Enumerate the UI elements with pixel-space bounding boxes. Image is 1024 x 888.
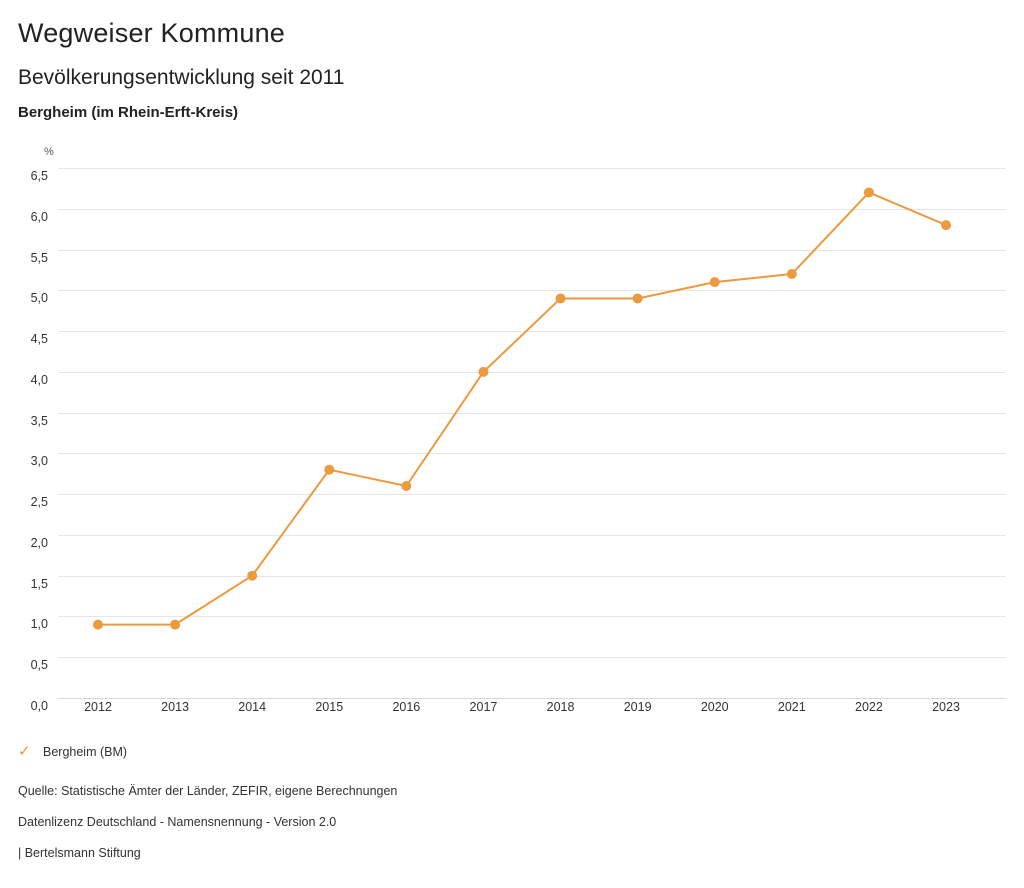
y-tick-label: 0,5 bbox=[30, 658, 48, 673]
series-line-bergheim bbox=[58, 168, 1006, 698]
data-point[interactable] bbox=[93, 620, 103, 630]
gridline bbox=[58, 698, 1006, 699]
y-tick-label: 2,0 bbox=[30, 535, 48, 550]
footer-source: Quelle: Statistische Ämter der Länder, ZEFIR, eigene Berechnungen bbox=[18, 784, 398, 798]
y-tick-label: 6,0 bbox=[30, 209, 48, 224]
data-point[interactable] bbox=[864, 187, 874, 197]
y-tick-label: 4,0 bbox=[30, 372, 48, 387]
y-tick-label: 3,5 bbox=[30, 413, 48, 428]
y-tick-label: 1,5 bbox=[30, 576, 48, 591]
page-title: Wegweiser Kommune bbox=[18, 18, 286, 48]
data-point[interactable] bbox=[247, 571, 257, 581]
x-tick-label: 2019 bbox=[623, 700, 652, 714]
x-tick-label: 2022 bbox=[855, 700, 883, 714]
footer-license: Datenlizenz Deutschland - Namensnennung - Version 2.0 bbox=[18, 815, 337, 829]
chart-region-label: Bergheim (im Rhein-Erft-Kreis) bbox=[18, 104, 239, 121]
data-point[interactable] bbox=[401, 481, 411, 491]
y-tick-label: 3,0 bbox=[30, 454, 48, 469]
y-tick-label: 0,0 bbox=[30, 699, 48, 713]
data-point[interactable] bbox=[556, 293, 566, 303]
x-tick-label: 2012 bbox=[84, 700, 112, 714]
x-tick-label: 2018 bbox=[546, 700, 575, 714]
y-tick-label: 5,5 bbox=[30, 250, 48, 265]
check-icon: ✓ bbox=[18, 743, 31, 760]
footer bbox=[18, 784, 978, 877]
legend[interactable] bbox=[18, 744, 127, 759]
x-tick-label: 2020 bbox=[700, 700, 729, 714]
data-point[interactable] bbox=[710, 277, 720, 287]
data-point[interactable] bbox=[633, 293, 643, 303]
y-axis-unit-label: % bbox=[44, 146, 54, 158]
plot-region bbox=[58, 168, 1006, 698]
legend-item-label: Bergheim (BM) bbox=[43, 744, 128, 759]
data-point[interactable] bbox=[941, 220, 951, 230]
y-tick-label: 6,5 bbox=[30, 169, 48, 183]
y-tick-label: 5,0 bbox=[30, 291, 48, 306]
x-tick-label: 2023 bbox=[932, 700, 960, 714]
y-tick-label: 1,0 bbox=[30, 617, 48, 632]
x-tick-label: 2017 bbox=[469, 700, 498, 714]
y-tick-label: 2,5 bbox=[30, 495, 48, 510]
x-tick-label: 2016 bbox=[392, 700, 421, 714]
x-tick-label: 2015 bbox=[315, 700, 344, 714]
x-tick-label: 2013 bbox=[161, 700, 189, 714]
chart-subtitle: Bevölkerungsentwicklung seit 2011 bbox=[18, 66, 345, 89]
chart-area bbox=[0, 160, 1024, 720]
data-point[interactable] bbox=[478, 367, 488, 377]
x-axis-tick-labels bbox=[58, 700, 1006, 724]
data-point[interactable] bbox=[787, 269, 797, 279]
y-tick-label: 4,5 bbox=[30, 332, 48, 347]
data-point[interactable] bbox=[170, 620, 180, 630]
series-path bbox=[98, 192, 946, 624]
footer-publisher: | Bertelsmann Stiftung bbox=[18, 846, 141, 860]
x-tick-label: 2014 bbox=[238, 700, 267, 714]
data-point[interactable] bbox=[324, 465, 334, 475]
x-tick-label: 2021 bbox=[777, 700, 806, 714]
